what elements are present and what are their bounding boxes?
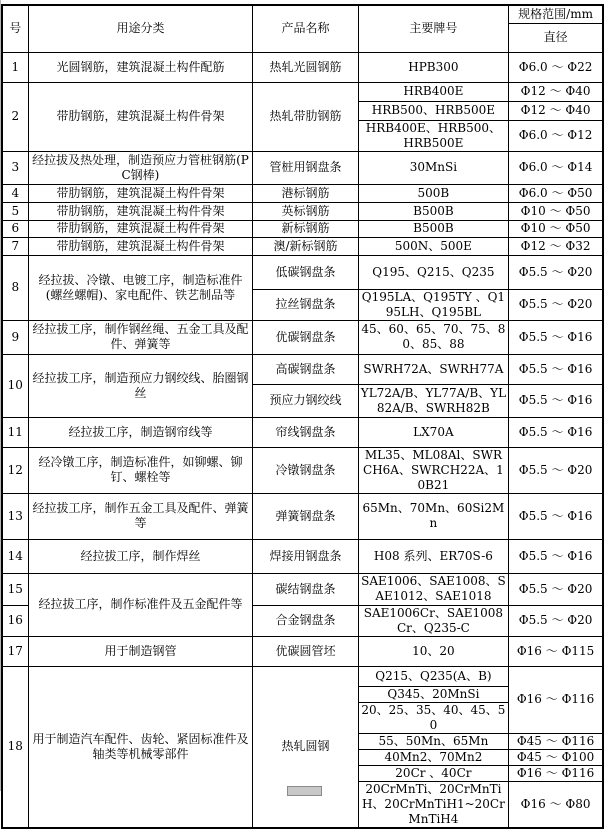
cell-use: 经拉拔、冷镦、电镀工序，制造标准件(螺丝螺帽)、家电配件、铁艺制品等	[28, 255, 253, 320]
cell-use: 光圆钢筋，建筑混凝土构件配筋	[28, 52, 253, 82]
cell-no: 8	[2, 255, 28, 320]
cell-diameter: Φ16 ～ Φ80	[509, 781, 603, 828]
cell-diameter: Φ16 ～ Φ116	[509, 666, 603, 733]
cell-use: 经冷镦工序，制造标准件，如铆螺、铆钉、螺栓等	[28, 447, 253, 493]
cell-no: 14	[2, 539, 28, 573]
cell-diameter: Φ16 ～ Φ116	[509, 765, 603, 781]
cell-product: 热轧带肋钢筋	[253, 82, 358, 151]
cell-use: 带肋钢筋，建筑混凝土构件骨架	[28, 220, 253, 237]
table-row	[2, 151, 603, 184]
column-header-grade: 主要牌号	[358, 5, 509, 52]
cell-grade: SAE1006Cr、SAE1008Cr、Q235-C	[358, 605, 509, 636]
cell-product: 焊接用钢盘条	[253, 539, 358, 573]
cell-diameter: Φ10 ～ Φ50	[509, 220, 603, 237]
cell-use: 经拉拔工序，制作五金工具及配件、弹簧等	[28, 493, 253, 539]
cell-grade: 55、50Mn、65Mn	[358, 733, 509, 749]
cell-no: 15	[2, 573, 28, 605]
cell-diameter: Φ10 ～ Φ50	[509, 202, 603, 220]
cell-diameter: Φ5.5 ～ Φ20	[509, 605, 603, 636]
cell-grade: HRB400E	[358, 82, 509, 101]
cell-diameter: Φ45 ～ Φ116	[509, 733, 603, 749]
cell-use: 带肋钢筋，建筑混凝土构件骨架	[28, 184, 253, 202]
column-header-no: 号	[2, 5, 28, 52]
cell-no: 12	[2, 447, 28, 493]
cell-grade: B500B	[358, 202, 509, 220]
table-row	[2, 573, 603, 605]
table-row	[2, 447, 603, 493]
cell-product: 预应力钢绞线	[253, 384, 358, 417]
cell-no: 13	[2, 493, 28, 539]
cell-product: 碳结钢盘条	[253, 573, 358, 605]
table-row	[2, 636, 603, 666]
cell-diameter: Φ12 ～ Φ40	[509, 101, 603, 120]
cell-product: 新标钢筋	[253, 220, 358, 237]
cell-grade: ML35、ML08Al、SWRCH6A、SWRCH22A、10B21	[358, 447, 509, 493]
cell-product: 优碳钢盘条	[253, 320, 358, 354]
cell-grade: 10、20	[358, 636, 509, 666]
cell-use: 带肋钢筋，建筑混凝土构件骨架	[28, 202, 253, 220]
cell-product: 冷镦钢盘条	[253, 447, 358, 493]
cell-use: 经拉拔工序，制作钢丝绳、五金工具及配件、弹簧等	[28, 320, 253, 354]
table-row	[2, 255, 603, 289]
cell-use: 经拉拔工序，制作焊丝	[28, 539, 253, 573]
table-resize-handle[interactable]	[287, 786, 322, 796]
cell-grade: 65Mn、70Mn、60Si2Mn	[358, 493, 509, 539]
table-row	[2, 539, 603, 573]
cell-grade: HPB300	[358, 52, 509, 82]
table-row	[2, 237, 603, 255]
cell-use: 经拉拔工序，制作标准件及五金配件等	[28, 573, 253, 636]
table-row	[2, 220, 603, 237]
cell-diameter: Φ6.0 ～ Φ22	[509, 52, 603, 82]
table-row	[2, 320, 603, 354]
cell-grade: HRB500、HRB500E	[358, 101, 509, 120]
cell-product: 英标钢筋	[253, 202, 358, 220]
cell-use: 经拉拔工序，制造预应力钢绞线、胎圈钢丝	[28, 354, 253, 417]
cell-no: 3	[2, 151, 28, 184]
cell-product: 热轧光圆钢筋	[253, 52, 358, 82]
cell-use: 带肋钢筋，建筑混凝土构件骨架	[28, 237, 253, 255]
cell-product: 高碳钢盘条	[253, 354, 358, 384]
cell-diameter: Φ5.5 ～ Φ16	[509, 539, 603, 573]
cell-diameter: Φ5.5 ～ Φ16	[509, 493, 603, 539]
cell-grade: 45、60、65、70、75、80、85、88	[358, 320, 509, 354]
cell-grade: SWRH72A、SWRH77A	[358, 354, 509, 384]
cell-no: 1	[2, 52, 28, 82]
cell-use: 带肋钢筋，建筑混凝土构件骨架	[28, 82, 253, 151]
cell-grade: SAE1006、SAE1008、SAE1012、SAE1018	[358, 573, 509, 605]
cell-grade: 20CrMnTi、20CrMnTiH、20CrMnTiH1~20CrMnTiH4	[358, 781, 509, 828]
cell-grade: Q195LA、Q195TY 、Q195LH、Q195BL	[358, 289, 509, 320]
cell-use: 经拉拔及热处理，制造预应力管桩钢筋(PC钢棒)	[28, 151, 253, 184]
cell-grade: Q345、20MnSi	[358, 686, 509, 702]
table-row	[2, 493, 603, 539]
cell-diameter: Φ6.0 ～ Φ50	[509, 184, 603, 202]
cell-no: 17	[2, 636, 28, 666]
cell-grade: Q215、Q235(A、B)	[358, 666, 509, 686]
cell-grade: H08 系列、ER70S-6	[358, 539, 509, 573]
cell-diameter: Φ6.0 ～ Φ12	[509, 120, 603, 151]
cell-no: 4	[2, 184, 28, 202]
table-row	[2, 202, 603, 220]
cell-diameter: Φ5.5 ～ Φ16	[509, 417, 603, 447]
cell-no: 11	[2, 417, 28, 447]
cell-diameter: Φ5.5 ～ Φ16	[509, 320, 603, 354]
table-row	[2, 184, 603, 202]
cell-product: 拉丝钢盘条	[253, 289, 358, 320]
cell-no: 16	[2, 605, 28, 636]
cell-product: 合金钢盘条	[253, 605, 358, 636]
steel-spec-table	[1, 4, 604, 829]
cell-use: 经拉拔工序，制造钢帘线等	[28, 417, 253, 447]
table-row	[2, 52, 603, 82]
cell-no: 9	[2, 320, 28, 354]
cell-no: 7	[2, 237, 28, 255]
cell-grade: YL72A/B、YL77A/B、YL82A/B、SWRH82B	[358, 384, 509, 417]
cell-diameter: Φ5.5 ～ Φ20	[509, 573, 603, 605]
cell-grade: 20Cr 、40Cr	[358, 765, 509, 781]
cell-no: 10	[2, 354, 28, 417]
cell-diameter: Φ12 ～ Φ32	[509, 237, 603, 255]
cell-no: 5	[2, 202, 28, 220]
cell-grade: 500N、500E	[358, 237, 509, 255]
cell-product: 港标钢筋	[253, 184, 358, 202]
cell-no: 6	[2, 220, 28, 237]
cell-grade: HRB400E、HRB500、HRB500E	[358, 120, 509, 151]
cell-product: 优碳圆管坯	[253, 636, 358, 666]
table-row	[2, 354, 603, 384]
cell-grade: 500B	[358, 184, 509, 202]
cell-no: 2	[2, 82, 28, 151]
column-header-use: 用途分类	[28, 5, 253, 52]
cell-product: 帘线钢盘条	[253, 417, 358, 447]
column-header-spec-range: 规格范围/mm	[509, 5, 603, 23]
cell-grade: B500B	[358, 220, 509, 237]
cell-product: 澳/新标钢筋	[253, 237, 358, 255]
cell-diameter: Φ12 ～ Φ40	[509, 82, 603, 101]
cell-grade: 20、25、35、40、45、50	[358, 702, 509, 733]
cell-diameter: Φ5.5 ～ Φ20	[509, 255, 603, 289]
cell-diameter: Φ16 ～ Φ115	[509, 636, 603, 666]
cell-grade: Q195、Q215、Q235	[358, 255, 509, 289]
table-row	[2, 666, 603, 686]
column-header-product: 产品名称	[253, 5, 358, 52]
cell-grade: LX70A	[358, 417, 509, 447]
cell-product: 管桩用钢盘条	[253, 151, 358, 184]
table-row	[2, 417, 603, 447]
cell-product: 热轧圆钢	[253, 666, 358, 828]
cell-diameter: Φ6.0 ～ Φ14	[509, 151, 603, 184]
cell-diameter: Φ45 ～ Φ100	[509, 749, 603, 765]
cell-grade: 30MnSi	[358, 151, 509, 184]
cell-use: 用于制造钢管	[28, 636, 253, 666]
cell-diameter: Φ5.5 ～ Φ20	[509, 289, 603, 320]
column-header-diameter: 直径	[509, 23, 603, 52]
table-row	[2, 82, 603, 101]
cell-diameter: Φ5.5 ～ Φ16	[509, 384, 603, 417]
cell-product: 弹簧钢盘条	[253, 493, 358, 539]
cell-no: 18	[2, 666, 28, 828]
cell-grade: 40Mn2、70Mn2	[358, 749, 509, 765]
cell-use: 用于制造汽车配件、齿轮、紧固标准件及轴类等机械零部件	[28, 666, 253, 828]
cell-product: 低碳钢盘条	[253, 255, 358, 289]
cell-diameter: Φ5.5 ～ Φ16	[509, 354, 603, 384]
cell-diameter: Φ5.5 ～ Φ20	[509, 447, 603, 493]
